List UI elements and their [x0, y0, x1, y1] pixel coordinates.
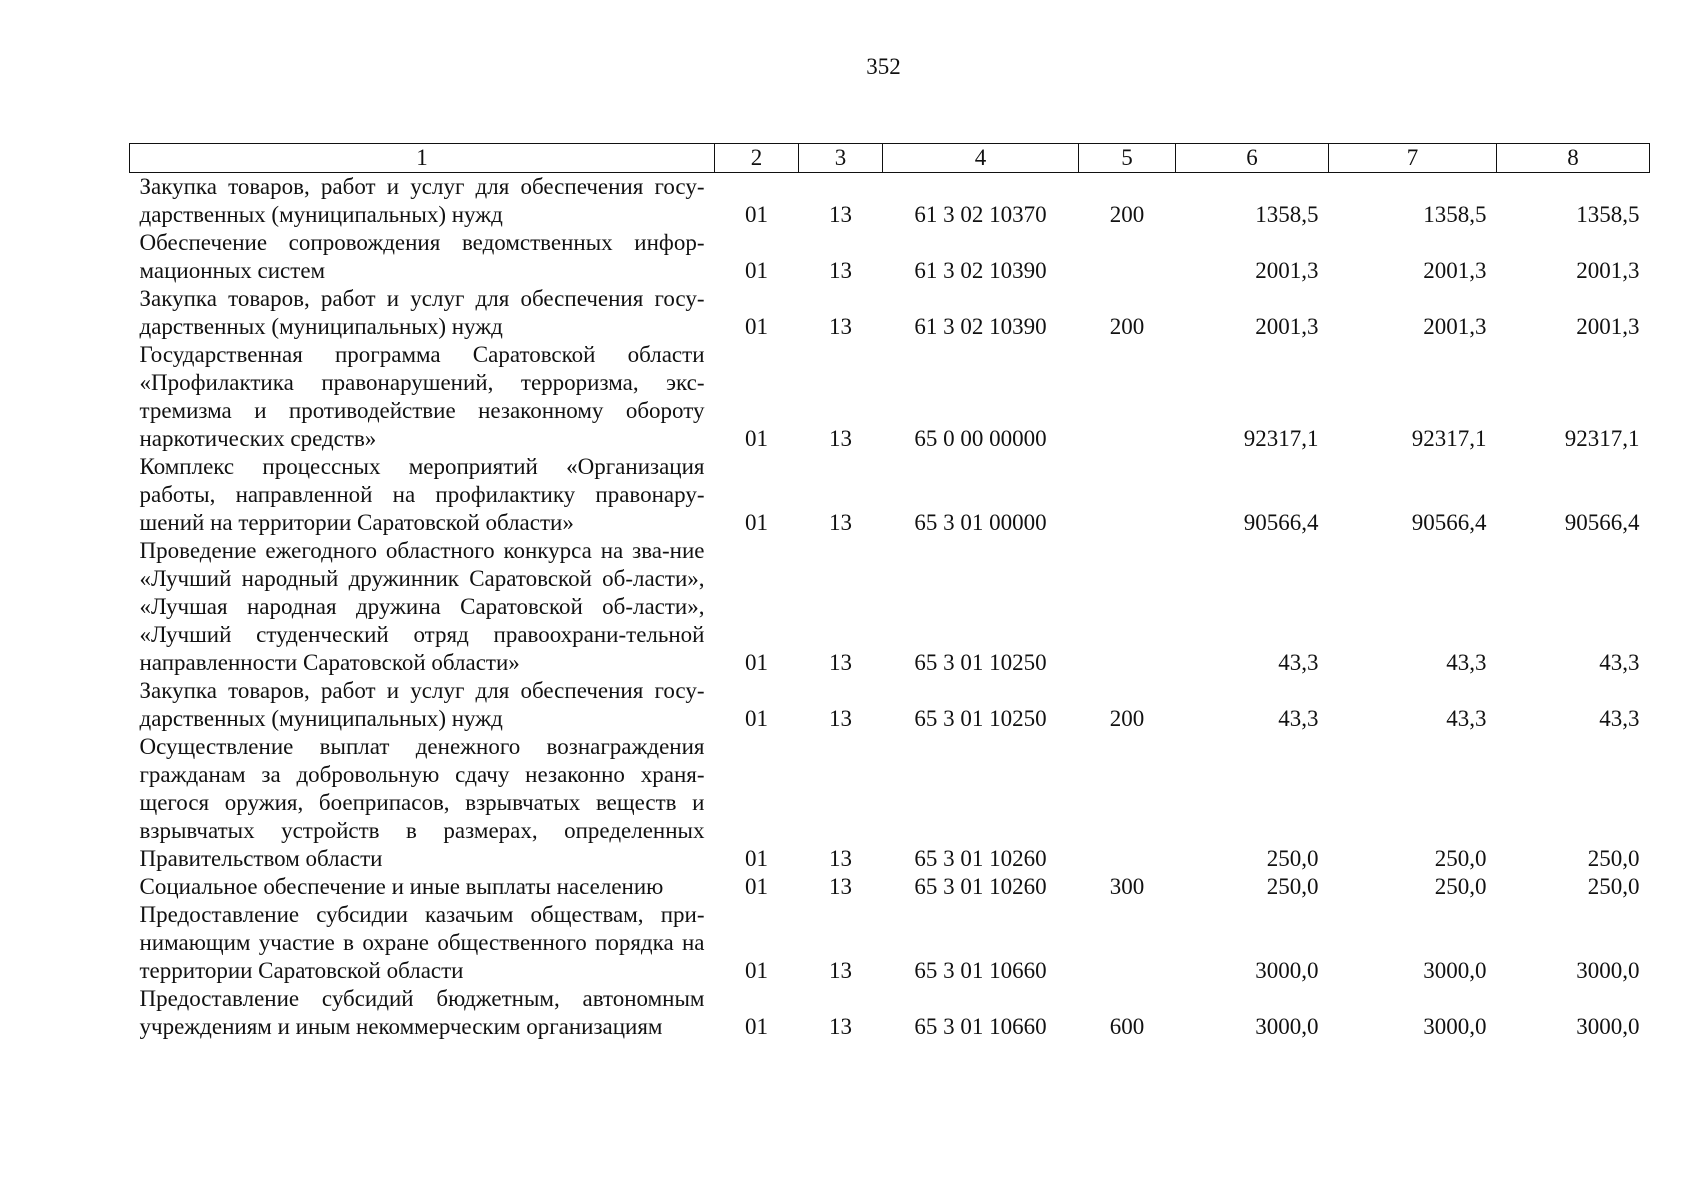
row-amount-6: 92317,1	[1243, 426, 1319, 451]
row-amount-8: 2001,3	[1576, 314, 1640, 339]
row-target-article: 61 3 02 10370	[914, 202, 1047, 227]
header-col-6: 6	[1176, 144, 1329, 173]
row-target-article: 65 3 01 10260	[914, 846, 1047, 871]
row-amount-8: 90566,4	[1564, 510, 1640, 535]
header-col-3: 3	[799, 144, 883, 173]
row-name: Закупка товаров, работ и услуг для обеспечения госу-дарственных (муниципальных) нужд	[139, 286, 705, 339]
row-expense-type	[1079, 453, 1176, 537]
row-name: Закупка товаров, работ и услуг для обеспечения госу-дарственных (муниципальных) нужд	[139, 174, 705, 227]
row-section: 01	[745, 958, 768, 983]
row-expense-type: 200	[1109, 314, 1145, 339]
page-number	[0, 54, 1697, 80]
row-expense-type	[1079, 537, 1176, 677]
row-amount-6: 2001,3	[1255, 314, 1319, 339]
row-subsection: 13	[829, 1014, 852, 1039]
row-name: Предоставление субсидий бюджетным, автономным учреждениям и иным некоммерческим организациям	[139, 986, 705, 1039]
row-section: 01	[745, 510, 768, 535]
row-expense-type	[1079, 341, 1176, 453]
row-amount-7: 2001,3	[1423, 314, 1487, 339]
row-amount-6: 1358,5	[1255, 202, 1319, 227]
table-row	[130, 677, 1650, 733]
row-amount-7: 43,3	[1446, 650, 1487, 675]
row-amount-6: 3000,0	[1255, 958, 1319, 983]
table-row	[130, 229, 1650, 285]
row-target-article: 65 3 01 10660	[914, 1014, 1047, 1039]
row-amount-8: 92317,1	[1564, 426, 1640, 451]
table-row	[130, 901, 1650, 985]
row-target-article: 65 3 01 00000	[914, 510, 1047, 535]
row-subsection: 13	[829, 426, 852, 451]
row-name: Закупка товаров, работ и услуг для обеспечения госу-дарственных (муниципальных) нужд	[139, 678, 705, 731]
row-amount-6: 250,0	[1266, 846, 1319, 871]
row-name: Осуществление выплат денежного вознаграждения гражданам за добровольную сдачу незаконно храня-щегося оружия, боеприпасов, взрывчатых веществ и взрывчатых устройств в размерах, определенных Правительством области	[139, 734, 705, 871]
row-subsection: 13	[829, 650, 852, 675]
row-amount-6: 250,0	[1266, 874, 1319, 899]
header-col-4: 4	[883, 144, 1079, 173]
row-amount-8: 43,3	[1599, 706, 1640, 731]
row-amount-8: 3000,0	[1576, 958, 1640, 983]
row-target-article: 65 3 01 10250	[914, 650, 1047, 675]
row-subsection: 13	[829, 706, 852, 731]
row-expense-type: 600	[1109, 1014, 1145, 1039]
row-section: 01	[745, 706, 768, 731]
row-amount-7: 92317,1	[1411, 426, 1487, 451]
row-subsection: 13	[829, 874, 852, 899]
row-expense-type: 200	[1109, 202, 1145, 227]
row-amount-6: 2001,3	[1255, 258, 1319, 283]
row-expense-type: 200	[1109, 706, 1145, 731]
page-number-text: 352	[866, 54, 901, 79]
row-amount-8: 250,0	[1587, 874, 1640, 899]
row-amount-8: 1358,5	[1576, 202, 1640, 227]
row-subsection: 13	[829, 846, 852, 871]
row-expense-type	[1079, 733, 1176, 873]
row-expense-type	[1079, 901, 1176, 985]
header-col-5: 5	[1079, 144, 1176, 173]
row-section: 01	[745, 258, 768, 283]
row-section: 01	[745, 846, 768, 871]
row-target-article: 65 3 01 10260	[914, 874, 1047, 899]
header-col-7: 7	[1329, 144, 1497, 173]
row-subsection: 13	[829, 958, 852, 983]
row-section: 01	[745, 426, 768, 451]
table-row	[130, 453, 1650, 537]
row-target-article: 65 3 01 10250	[914, 706, 1047, 731]
row-name: Комплекс процессных мероприятий «Организация работы, направленной на профилактику правонару-шений на территории Саратовской области»	[139, 454, 705, 535]
row-amount-7: 1358,5	[1423, 202, 1487, 227]
row-amount-7: 43,3	[1446, 706, 1487, 731]
row-amount-8: 2001,3	[1576, 258, 1640, 283]
row-name: Обеспечение сопровождения ведомственных инфор-мационных систем	[139, 230, 705, 283]
row-target-article: 61 3 02 10390	[914, 314, 1047, 339]
table-row	[130, 173, 1650, 230]
header-row	[130, 144, 1650, 173]
row-amount-8: 43,3	[1599, 650, 1640, 675]
header-col-2: 2	[715, 144, 799, 173]
row-amount-7: 3000,0	[1423, 958, 1487, 983]
row-section: 01	[745, 202, 768, 227]
row-subsection: 13	[829, 510, 852, 535]
table-row	[130, 985, 1650, 1041]
row-section: 01	[745, 314, 768, 339]
row-target-article: 61 3 02 10390	[914, 258, 1047, 283]
row-amount-6: 90566,4	[1243, 510, 1319, 535]
row-target-article: 65 0 00 00000	[914, 426, 1047, 451]
row-section: 01	[745, 650, 768, 675]
row-amount-7: 3000,0	[1423, 1014, 1487, 1039]
table-row	[130, 873, 1650, 901]
row-subsection: 13	[829, 202, 852, 227]
table-row	[130, 285, 1650, 341]
row-name: Государственная программа Саратовской области «Профилактика правонарушений, терроризма, экс-тремизма и противодействие незаконному обороту наркотических средств»	[139, 342, 705, 451]
row-amount-7: 90566,4	[1411, 510, 1487, 535]
table-row	[130, 537, 1650, 677]
row-target-article: 65 3 01 10660	[914, 958, 1047, 983]
row-amount-8: 250,0	[1587, 846, 1640, 871]
row-amount-7: 2001,3	[1423, 258, 1487, 283]
row-expense-type	[1079, 229, 1176, 285]
budget-table	[129, 143, 1650, 1041]
table-row	[130, 733, 1650, 873]
row-section: 01	[745, 874, 768, 899]
row-name: Предоставление субсидии казачьим обществам, при-нимающим участие в охране общественного порядка на территории Саратовской области	[139, 902, 705, 983]
row-amount-8: 3000,0	[1576, 1014, 1640, 1039]
row-name: Проведение ежегодного областного конкурса на зва-ние «Лучший народный дружинник Саратовской об-ласти», «Лучшая народная дружина Саратовской об-ласти», «Лучший студенческий отряд правоохрани-тельной направленности Саратовской области»	[139, 538, 705, 675]
row-expense-type: 300	[1109, 874, 1145, 899]
row-name: Социальное обеспечение и иные выплаты населению	[139, 874, 664, 899]
row-subsection: 13	[829, 258, 852, 283]
table-row	[130, 341, 1650, 453]
row-amount-7: 250,0	[1434, 846, 1487, 871]
row-section: 01	[745, 1014, 768, 1039]
header-col-8: 8	[1497, 144, 1650, 173]
row-subsection: 13	[829, 314, 852, 339]
row-amount-6: 3000,0	[1255, 1014, 1319, 1039]
header-col-1: 1	[130, 144, 715, 173]
row-amount-6: 43,3	[1278, 650, 1319, 675]
row-amount-6: 43,3	[1278, 706, 1319, 731]
row-amount-7: 250,0	[1434, 874, 1487, 899]
